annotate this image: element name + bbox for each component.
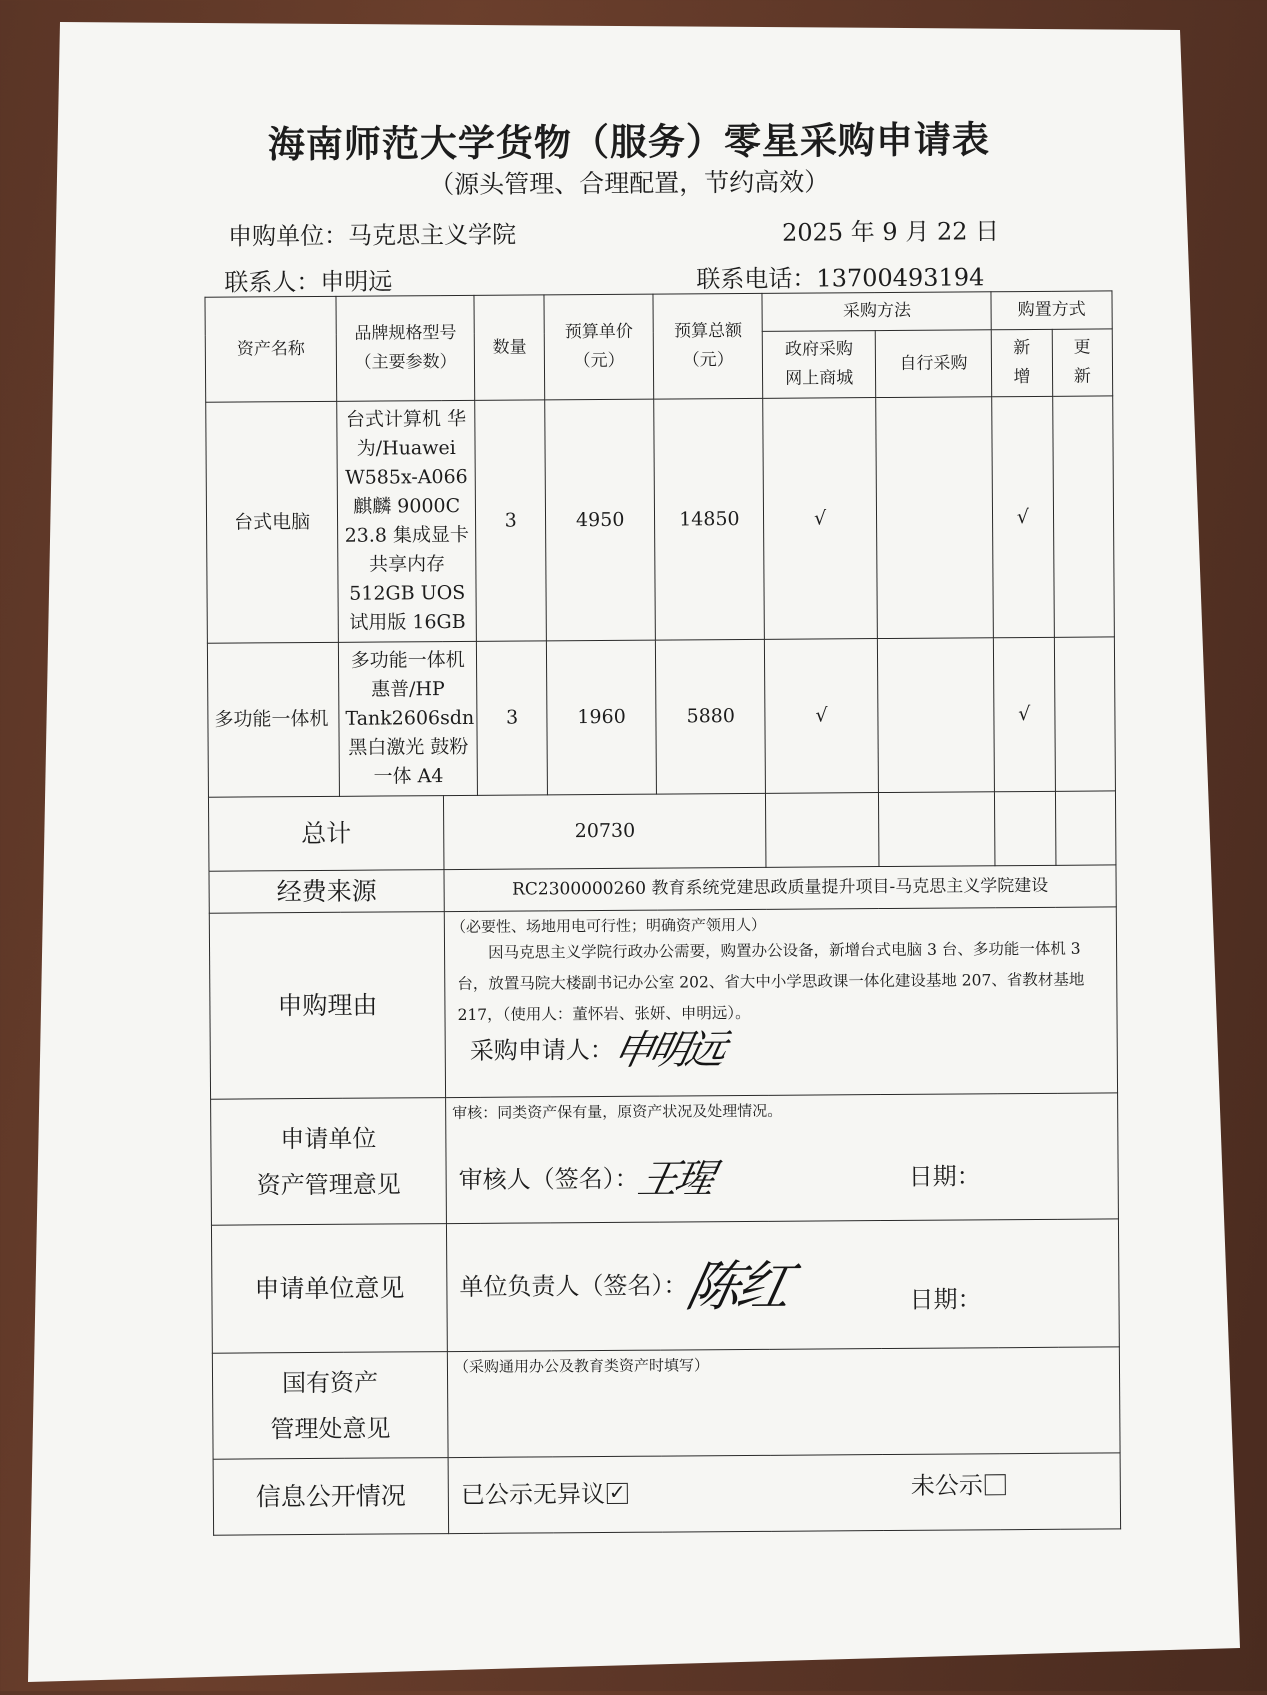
disclosure-cell bbox=[448, 1453, 1120, 1534]
table-row bbox=[206, 396, 1115, 643]
state-asset-label-line1: 国有资产 bbox=[281, 1368, 379, 1397]
col-type-replace bbox=[1052, 329, 1113, 396]
col-unit-price-line1: 预算单价 bbox=[564, 321, 633, 343]
head-line bbox=[459, 1254, 1112, 1318]
row-unit-price: 1960 bbox=[546, 640, 656, 795]
disclosure-option-unpublished[interactable] bbox=[911, 1471, 1006, 1501]
reviewer-signature: 王瑆 bbox=[634, 1156, 716, 1203]
col-purchase-type: 购置方式 bbox=[991, 291, 1112, 330]
dept-label: 申购单位： bbox=[227, 221, 349, 251]
row-total: 14850 bbox=[654, 398, 765, 640]
reviewer-date-label: 日期： bbox=[908, 1162, 981, 1191]
col-type-new-line1: 新 bbox=[1013, 337, 1031, 359]
col-total-line1: 预算总额 bbox=[674, 320, 743, 342]
row-qty: 3 bbox=[477, 641, 548, 795]
form-title: 海南师范大学货物（服务）零星采购申请表 bbox=[267, 118, 991, 167]
col-unit-price-line2: （元） bbox=[573, 350, 625, 372]
col-method-gov-line2: 网上商城 bbox=[785, 368, 854, 389]
row-unit-price: 4950 bbox=[545, 399, 656, 641]
head-date-label: 日期： bbox=[909, 1284, 982, 1314]
row-replace-mark bbox=[1054, 637, 1115, 791]
state-asset-row bbox=[212, 1347, 1120, 1459]
funding-value: RC2300000260 教育系统党建思政质量提升项目-马克思主义学院建设 bbox=[444, 865, 1116, 912]
phone-value: 13700493194 bbox=[816, 263, 985, 293]
contact-value: 申明远 bbox=[320, 267, 393, 296]
contact-label: 联系人： bbox=[224, 267, 321, 297]
state-asset-label-line2: 管理处意见 bbox=[270, 1413, 391, 1443]
total-label: 总计 bbox=[208, 796, 444, 872]
dept-opinion-cell bbox=[447, 1219, 1120, 1352]
col-type-replace-line2: 新 bbox=[1073, 366, 1091, 387]
row-asset-name: 台式电脑 bbox=[206, 401, 339, 643]
asset-mgmt-label-line2: 资产管理意见 bbox=[256, 1169, 401, 1199]
dept-opinion-label: 申请单位意见 bbox=[211, 1224, 447, 1354]
asset-mgmt-label bbox=[211, 1098, 447, 1226]
contact-line bbox=[224, 261, 392, 297]
col-type-new bbox=[991, 329, 1052, 396]
phone-label: 联系电话： bbox=[696, 264, 817, 294]
state-asset-cell bbox=[447, 1347, 1120, 1458]
total-value: 20730 bbox=[444, 793, 767, 869]
disclosure-opt1-label: 已公示无异议 bbox=[460, 1479, 605, 1509]
col-method-gov bbox=[763, 331, 876, 399]
table-row bbox=[207, 637, 1115, 797]
col-total bbox=[653, 293, 763, 399]
funding-label: 经费来源 bbox=[209, 870, 444, 914]
col-total-line2: （元） bbox=[682, 350, 734, 371]
reason-note: （必要性、场地用电可行性；明确资产领用人） bbox=[450, 915, 767, 937]
col-asset-name: 资产名称 bbox=[205, 296, 337, 402]
reason-body: 因马克思主义学院行政办公需要，购置办公设备，新增台式电脑 3 台、多功能一体机 3 台，放置马院大楼副书记办公室 202、省大中小学思政课一体化建设基地 207、省教材基地 217，（使用人：董怀岩、张妍、申明远）。 bbox=[457, 939, 1085, 1024]
col-spec-line1: 品牌规格型号 bbox=[354, 322, 457, 344]
total-empty-new bbox=[995, 791, 1056, 865]
col-method: 采购方法 bbox=[762, 292, 991, 332]
dept-value: 马克思主义学院 bbox=[347, 220, 517, 250]
state-asset-label bbox=[212, 1352, 448, 1460]
applicant-label: 采购申请人： bbox=[469, 1035, 614, 1065]
col-method-gov-line1: 政府采购 bbox=[784, 339, 854, 360]
row-total: 5880 bbox=[656, 639, 766, 794]
asset-mgmt-label-line1: 申请单位 bbox=[280, 1124, 377, 1153]
row-replace-mark bbox=[1052, 396, 1114, 637]
disclosure-option-published[interactable] bbox=[461, 1480, 628, 1509]
row-spec: 多功能一体机 惠普/HP Tank2606sdn 黑白激光 鼓粉一体 A4 bbox=[338, 641, 477, 796]
reason-row bbox=[209, 907, 1117, 1099]
row-self-mark bbox=[877, 638, 995, 793]
row-new-mark: √ bbox=[992, 396, 1054, 637]
disclosure-options bbox=[460, 1471, 1114, 1510]
reason-label: 申购理由 bbox=[209, 912, 445, 1100]
col-type-new-line2: 增 bbox=[1013, 366, 1031, 388]
table-header-row bbox=[205, 291, 1112, 335]
col-qty: 数量 bbox=[474, 295, 544, 400]
row-gov-mark: √ bbox=[763, 398, 877, 640]
dept-opinion-row bbox=[211, 1219, 1119, 1353]
disclosure-label: 信息公开情况 bbox=[213, 1458, 449, 1536]
row-gov-mark: √ bbox=[765, 639, 878, 794]
procurement-table bbox=[204, 290, 1121, 1535]
funding-row bbox=[209, 865, 1116, 913]
checkbox-empty-icon[interactable] bbox=[985, 1474, 1006, 1495]
reviewer-line bbox=[458, 1156, 1112, 1203]
total-empty-gov bbox=[766, 793, 879, 868]
col-spec bbox=[336, 295, 475, 401]
head-signature: 陈红 bbox=[680, 1254, 794, 1318]
total-row bbox=[208, 791, 1115, 871]
asset-mgmt-cell bbox=[446, 1093, 1119, 1224]
total-empty-replace bbox=[1055, 791, 1116, 865]
phone-line bbox=[696, 257, 984, 294]
applicant-line bbox=[469, 1027, 1111, 1074]
row-new-mark: √ bbox=[994, 637, 1055, 791]
col-method-self: 自行采购 bbox=[875, 330, 992, 398]
row-self-mark bbox=[875, 397, 993, 639]
form-subtitle: （源头管理、合理配置，节约高效） bbox=[429, 167, 830, 200]
asset-mgmt-row bbox=[211, 1093, 1119, 1225]
row-spec: 台式计算机 华为/Huawei W585x-A066 麒麟 9000C 23.8 集成显卡 共享内存 512GB UOS 试用版 16GB bbox=[337, 400, 477, 642]
col-spec-line2: （主要参数） bbox=[354, 351, 457, 373]
applicant-signature: 申明远 bbox=[609, 1027, 727, 1074]
col-unit-price bbox=[544, 294, 654, 400]
disclosure-row bbox=[213, 1453, 1121, 1535]
col-type-replace-line1: 更 bbox=[1073, 337, 1091, 358]
checkbox-checked-icon[interactable] bbox=[607, 1483, 628, 1504]
form-date: 2025 年 9 月 22 日 bbox=[781, 217, 1000, 247]
total-empty-self bbox=[878, 792, 995, 867]
asset-mgmt-note: 审核：同类资产保有量，原资产状况及处理情况。 bbox=[452, 1101, 783, 1123]
reason-cell bbox=[444, 907, 1117, 1098]
dept-line bbox=[228, 215, 516, 252]
row-qty: 3 bbox=[475, 400, 546, 641]
row-asset-name: 多功能一体机 bbox=[207, 642, 339, 797]
state-asset-note: （采购通用办公及教育类资产时填写） bbox=[453, 1356, 710, 1377]
head-label: 单位负责人（签名）： bbox=[459, 1270, 688, 1301]
reviewer-label: 审核人（签名）： bbox=[458, 1164, 639, 1194]
disclosure-opt2-label: 未公示 bbox=[910, 1471, 983, 1500]
